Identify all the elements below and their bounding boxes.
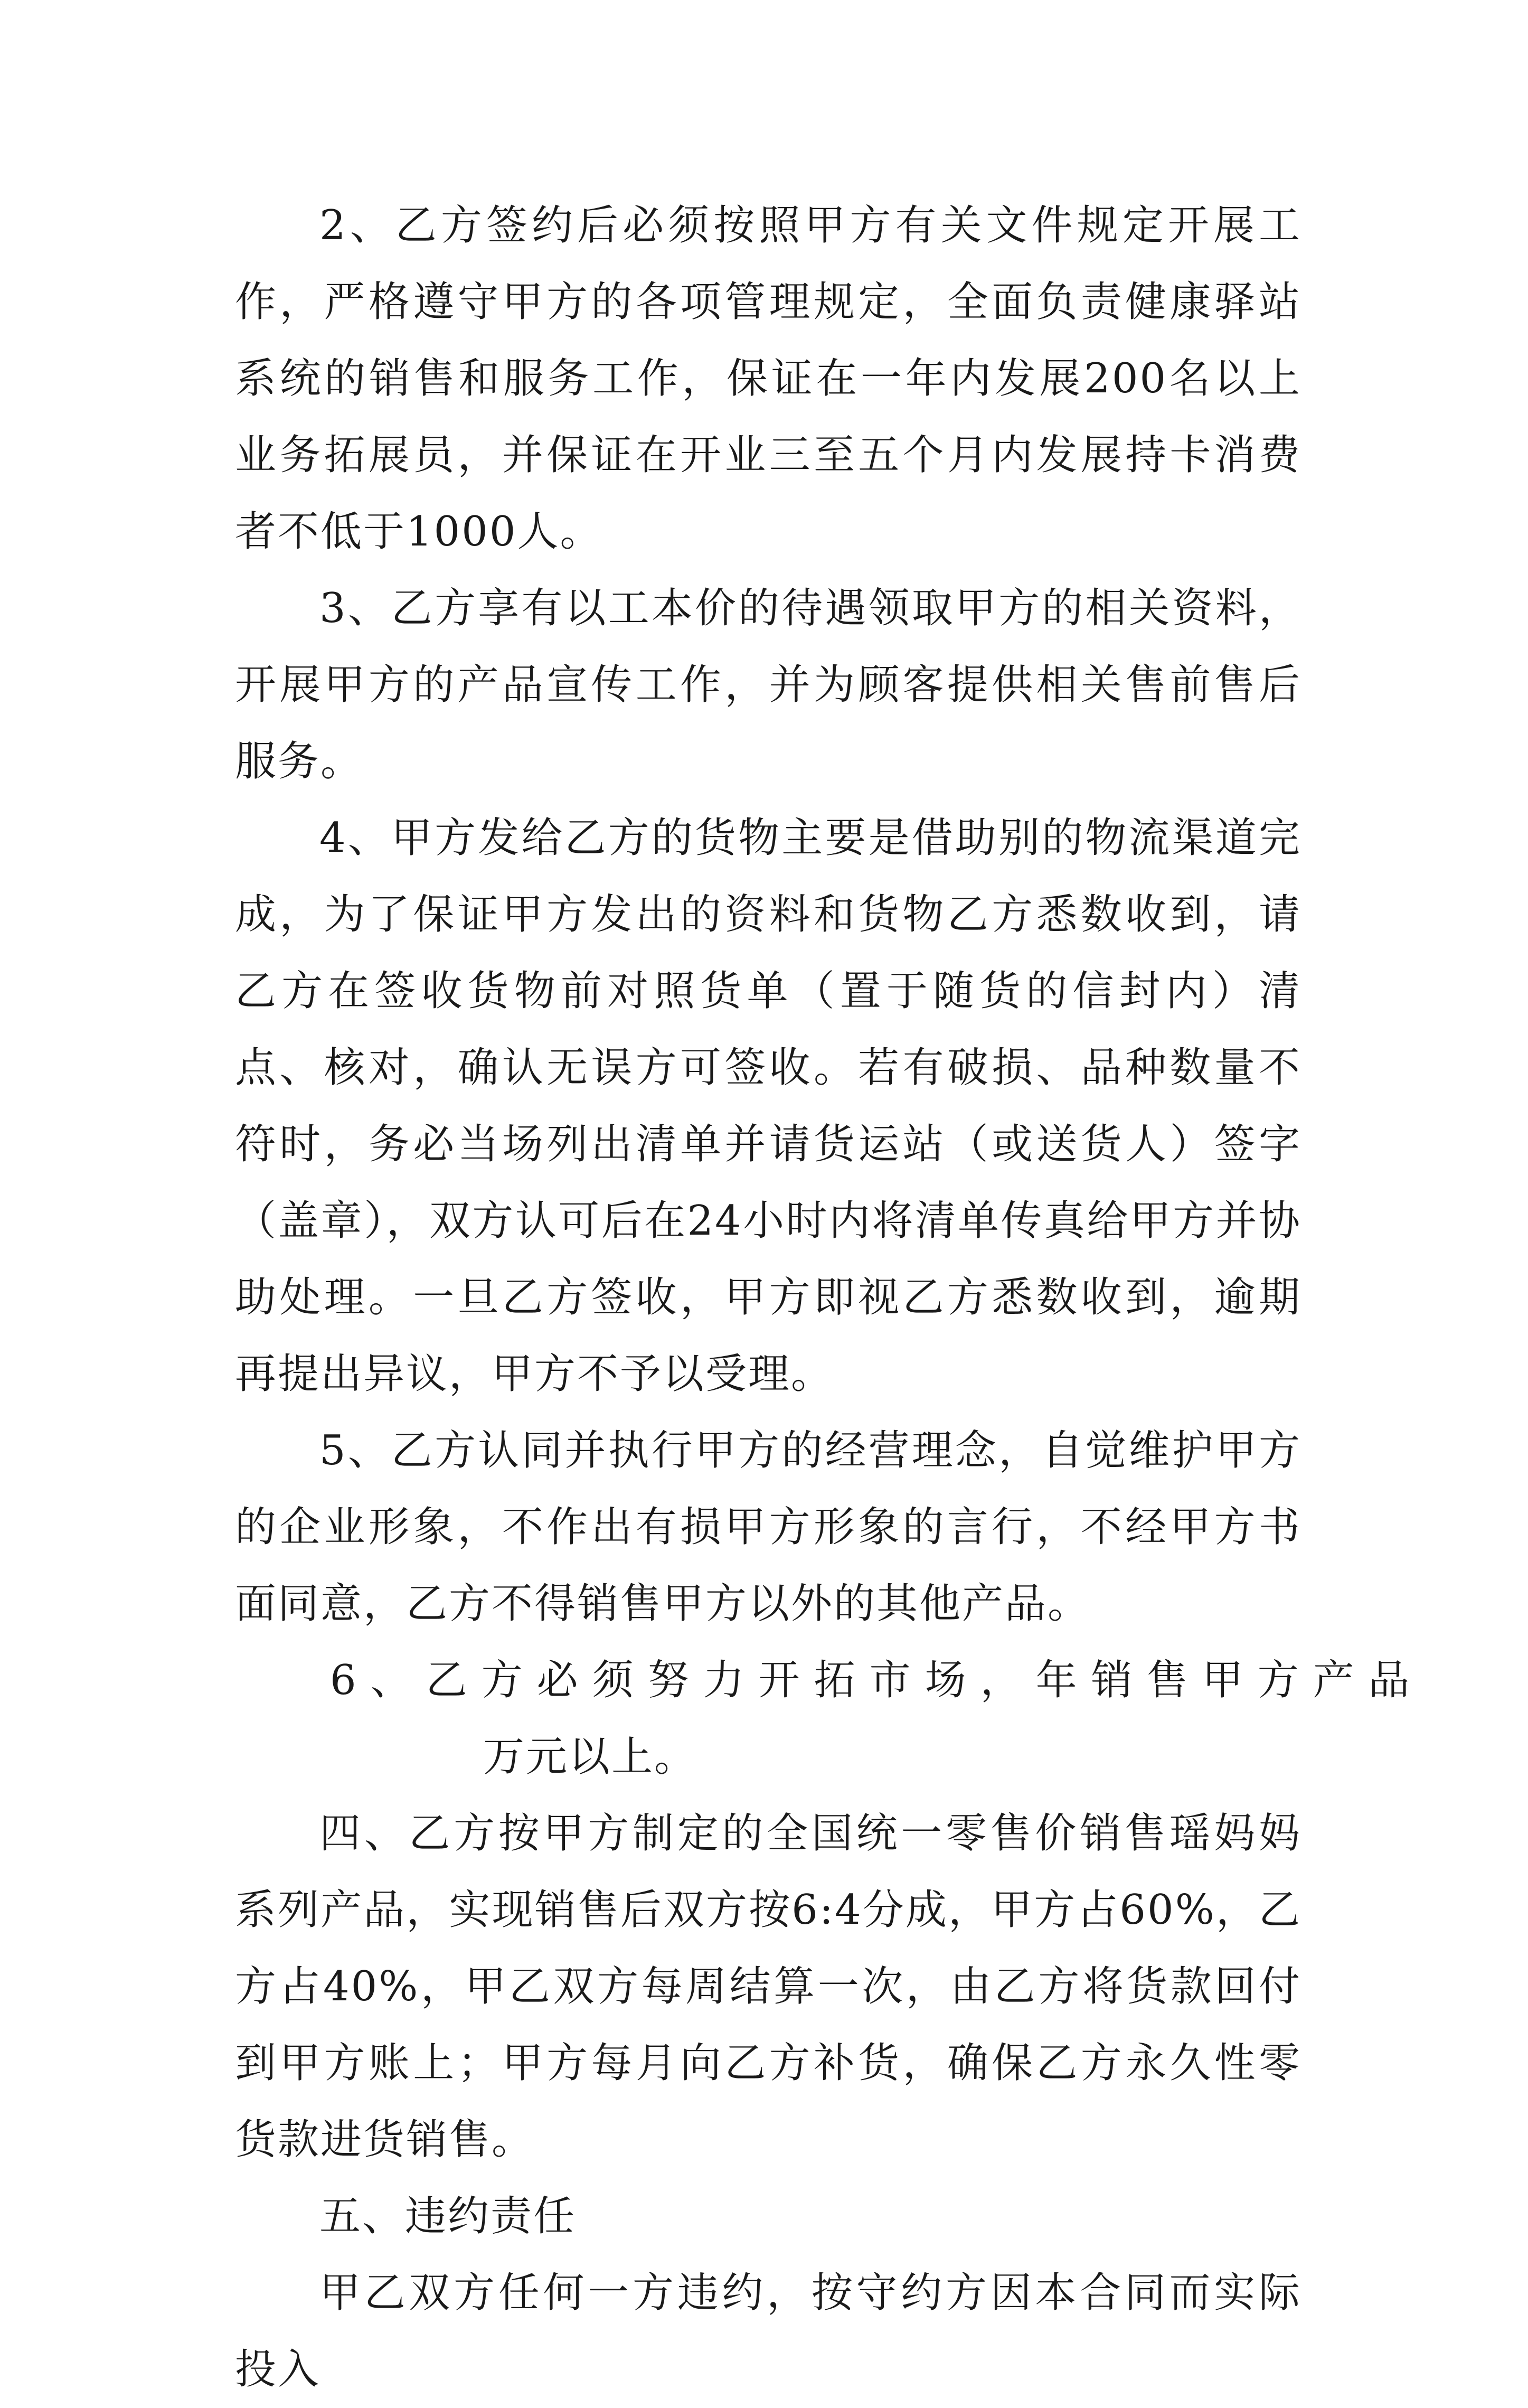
section-4-paragraph: 四、乙方按甲方制定的全国统一零售价销售瑶妈妈系列产品，实现销售后双方按6:4分成，甲方占60%，乙方占40%，甲乙双方每周结算一次，由乙方将货款回付到甲方账上；甲方每月向乙方补货，确保乙方永久性零货款进货销售。 <box>235 1810 1301 2164</box>
clause-6-line-2: 万元以上。 <box>483 1733 697 1781</box>
clause-5-paragraph: 5、乙方认同并执行甲方的经营理念，自觉维护甲方的企业形象，不作出有损甲方形象的言行，不经甲方书面同意，乙方不得销售甲方以外的其他产品。 <box>235 1427 1301 1628</box>
section-5-paragraph: 甲乙双方任何一方违约，按守约方因本合同而实际投入 <box>235 2269 1301 2393</box>
document-body <box>235 187 1424 2408</box>
clause-3-paragraph: 3、乙方享有以工本价的待遇领取甲方的相关资料，开展甲方的产品宣传工作，并为顾客提供相关售前售后服务。 <box>235 585 1301 785</box>
clause-2-paragraph: 2、乙方签约后必须按照甲方有关文件规定开展工作，严格遵守甲方的各项管理规定，全面负责健康驿站系统的销售和服务工作，保证在一年内发展200名以上业务拓展员，并保证在开业三至五个月内发展持卡消费者不低于1000人。 <box>235 202 1301 556</box>
clause-4-paragraph: 4、甲方发给乙方的货物主要是借助别的物流渠道完成，为了保证甲方发出的资料和货物乙方悉数收到，请乙方在签收货物前对照货单（置于随货的信封内）清点、核对，确认无误方可签收。若有破损、品种数量不符时，务必当场列出清单并请货运站（或送货人）签字（盖章），双方认可后在24小时内将清单传真给甲方并协助处理。一旦乙方签收，甲方即视乙方悉数收到，逾期再提出异议，甲方不予以受理。 <box>235 814 1301 1398</box>
section-5-heading: 五、违约责任 <box>319 2193 577 2240</box>
clause-6-line-1: 6、乙方必须努力开拓市场，年销售甲方产品 <box>330 1657 1424 1704</box>
